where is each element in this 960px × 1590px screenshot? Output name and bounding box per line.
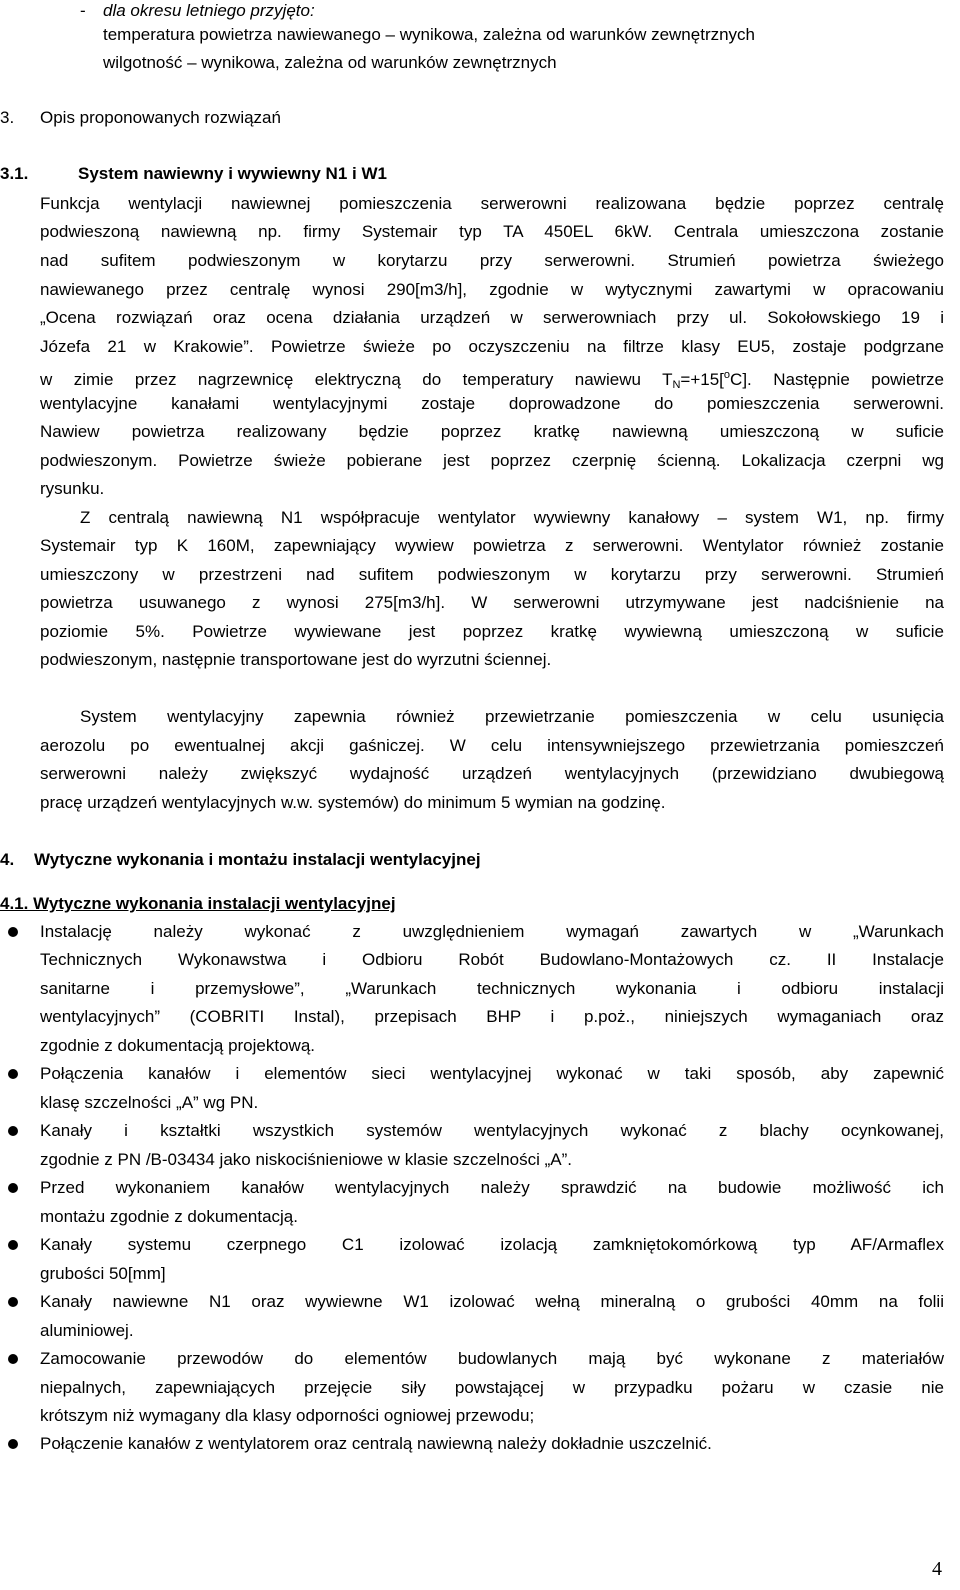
paragraph-line: podwieszonym. Powietrze świeże pobierane jest poprzez czerpnię ścienną. Lokalizacja czerpni wg [40,451,944,470]
bullet-line: Połączenia kanałów i elementów sieci wentylacyjnej wykonać w taki sposób, aby zapewnić [40,1064,944,1083]
bullet-line: Technicznych Wykonawstwa i Odbioru Robót Budowlano-Montażowych cz. II Instalacje [40,950,944,969]
paragraph-line: Systemair typ K 160M, zapewniający wywiew powietrza z serwerowni. Wentylator również zostanie [40,536,944,555]
bullet-line: Kanały i kształtki wszystkich systemów wentylacyjnych wykonać z blachy ocynkowanej, [40,1121,944,1140]
subsection-title: 4.1. Wytyczne wykonania instalacji wentylacyjnej [0,894,396,913]
summer-label: dla okresu letniego przyjęto: [103,1,315,20]
bullet-icon [8,1126,18,1136]
paragraph-line: powietrza usuwanego z wynosi 275[m3/h]. W serwerowni utrzymywane jest nadciśnienie na [40,593,944,612]
paragraph-line: Józefa 21 w Krakowie”. Powietrze świeże po oczyszczeniu na filtrze klasy EU5, zostaje podgrzane [40,337,944,356]
bullet-line: montażu zgodnie z dokumentacją. [40,1207,298,1226]
section-title: Opis proponowanych rozwiązań [40,108,281,127]
bullet-icon [8,1439,18,1449]
intro-line: temperatura powietrza nawiewanego – wynikowa, zależna od warunków zewnętrznych [103,25,756,44]
paragraph-line: nad sufitem podwieszonym w korytarzu przy serwerowni. Strumień powietrza świeżego [40,251,944,270]
bullet-line: sanitarne i przemysłowe”, „Warunkach technicznych wykonania i odbioru instalacji [40,979,944,998]
bullet-line: zgodnie z dokumentacją projektową. [40,1036,315,1055]
page-number: 4 [932,1558,942,1580]
paragraph-line: rysunku. [40,479,105,498]
paragraph-line: aerozolu po ewentualnej akcji gaśniczej. W celu intensywniejszego przewietrzania pomieszczeń [40,736,944,755]
paragraph-line: Z centralą nawiewną N1 współpracuje wentylator wywiewny kanałowy – system W1, np. firmy [80,508,944,527]
subsection-number: 3.1. [0,164,29,183]
bullet-line: krótszym niż wymagany dla klasy odporności ogniowej przewodu; [40,1406,535,1425]
paragraph-line: wentylacyjne kanałami wentylacyjnymi zostaje doprowadzone do pomieszczenia serwerowni. [40,394,944,413]
bullet-icon [8,1069,18,1079]
paragraph-line: pracę urządzeń wentylacyjnych w.w. systemów) do minimum 5 wymian na godzinę. [40,793,666,812]
bullet-line: Przed wykonaniem kanałów wentylacyjnych należy sprawdzić na budowie możliwość ich [40,1178,944,1197]
paragraph-line: umieszczony w przestrzeni nad sufitem podwieszonym w korytarzu przy serwerowni. Strumień [40,565,944,584]
paragraph-line: „Ocena rozwiązań oraz ocena działania urządzeń w serwerowniach przy ul. Sokołowskiego 19 i [40,308,944,327]
bullet-line: Kanały nawiewne N1 oraz wywiewne W1 izolować wełną mineralną o grubości 40mm na folii [40,1292,944,1311]
bullet-line: grubości 50[mm] [40,1264,166,1283]
superscript: o [723,369,731,381]
dash-marker: - [80,1,86,20]
paragraph-line: System wentylacyjny zapewnia również przewietrzanie pomieszczenia w celu usunięcia [80,707,944,726]
bullet-icon [8,927,18,937]
bullet-line: Połączenie kanałów z wentylatorem oraz centralą nawiewną należy dokładnie uszczelnić. [40,1434,712,1453]
bullet-line: niepalnych, zapewniających przejęcie siły powstającej w przypadku pożaru w czasie nie [40,1378,944,1397]
paragraph-line: podwieszonym, następnie transportowane jest do wyrzutni ściennej. [40,650,552,669]
paragraph-line: Nawiew powietrza realizowany będzie poprzez kratkę nawiewną umieszczoną w suficie [40,422,944,441]
bullet-line: aluminiowej. [40,1321,134,1340]
bullet-line: wentylacyjnych” (COBRITI Instal), przepisach BHP i p.poż., niniejszych wymaganiach oraz [40,1007,944,1026]
bullet-line: zgodnie z PN /B-03434 jako niskociśnieniowe w klasie szczelności „A”. [40,1150,572,1169]
subscript: N [672,379,681,391]
bullet-icon [8,1297,18,1307]
bullet-icon [8,1240,18,1250]
section-number: 3. [0,108,15,127]
paragraph-line: poziomie 5%. Powietrze wywiewane jest poprzez kratkę wywiewną umieszczoną w suficie [40,622,944,641]
section-number: 4. [0,850,15,869]
paragraph-line: podwieszoną nawiewną np. firmy Systemair typ TA 450EL 6kW. Centrala umieszczona zostanie [40,222,944,241]
paragraph-line: serwerowni należy zwiększyć wydajność urządzeń wentylacyjnych (przewidziano dwubiegową [40,764,944,783]
subsection-title: System nawiewny i wywiewny N1 i W1 [78,164,387,183]
bullet-line: klasę szczelności „A” wg PN. [40,1093,259,1112]
paragraph-line-temperature: w zimie przez nagrzewnicę elektryczną do temperatury nawiewu $T_N=+15[^oC]$. Następnie powietrze [40,369,944,391]
bullet-line: Instalację należy wykonać z uwzględnieniem wymagań zawartych w „Warunkach [40,922,944,941]
bullet-line: Zamocowanie przewodów do elementów budowlanych mają być wykonane z materiałów [40,1349,944,1368]
section-title: Wytyczne wykonania i montażu instalacji wentylacyjnej [34,850,481,869]
intro-line: wilgotność – wynikowa, zależna od warunków zewnętrznych [103,53,557,72]
bullet-icon [8,1354,18,1364]
paragraph-line: nawiewanego przez centralę wynosi 290[m3/h], zgodnie w wytycznymi zawartymi w opracowaniu [40,280,944,299]
bullet-icon [8,1183,18,1193]
paragraph-line: Funkcja wentylacji nawiewnej pomieszczenia serwerowni realizowana będzie poprzez centralę [40,194,944,213]
bullet-line: Kanały systemu czerpnego C1 izolować izolacją zamkniętokomórkową typ AF/Armaflex [40,1235,944,1254]
